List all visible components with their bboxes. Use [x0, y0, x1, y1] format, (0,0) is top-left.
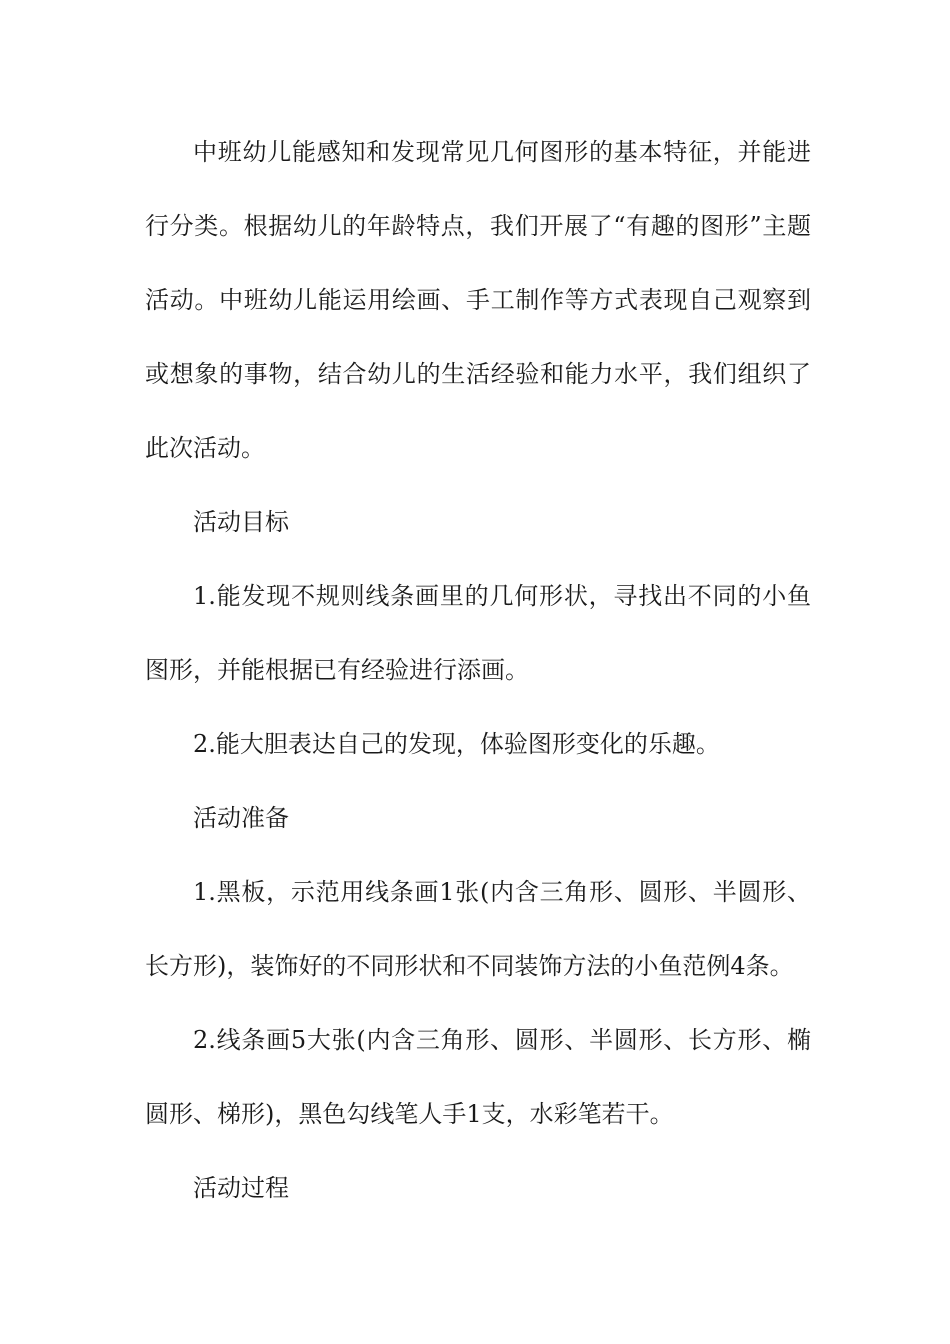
preparation-item-1: 1.黑板，示范用线条画1张(内含三角形、圆形、半圆形、长方形)，装饰好的不同形状和不同装饰方法的小鱼范例4条。: [145, 878, 811, 980]
goal-item-1: 1.能发现不规则线条画里的几何形状，寻找出不同的小鱼图形，并能根据已有经验进行添画。: [145, 582, 811, 684]
intro-paragraph: 中班幼儿能感知和发现常见几何图形的基本特征，并能进行分类。根据幼儿的年龄特点，我们开展了“有趣的图形”主题活动。中班幼儿能运用绘画、手工制作等方式表现自己观察到或想象的事物，结合幼儿的生活经验和能力水平，我们组织了此次活动。: [145, 138, 811, 462]
section-heading-goals: 活动目标: [193, 508, 289, 536]
preparation-item-2: 2.线条画5大张(内含三角形、圆形、半圆形、长方形、椭圆形、梯形)，黑色勾线笔人手1支，水彩笔若干。: [145, 1026, 811, 1128]
section-heading-process: 活动过程: [193, 1174, 289, 1202]
section-heading-preparation: 活动准备: [193, 804, 289, 832]
document-body: [145, 115, 811, 1225]
goal-item-2: 2.能大胆表达自己的发现，体验图形变化的乐趣。: [193, 730, 720, 758]
